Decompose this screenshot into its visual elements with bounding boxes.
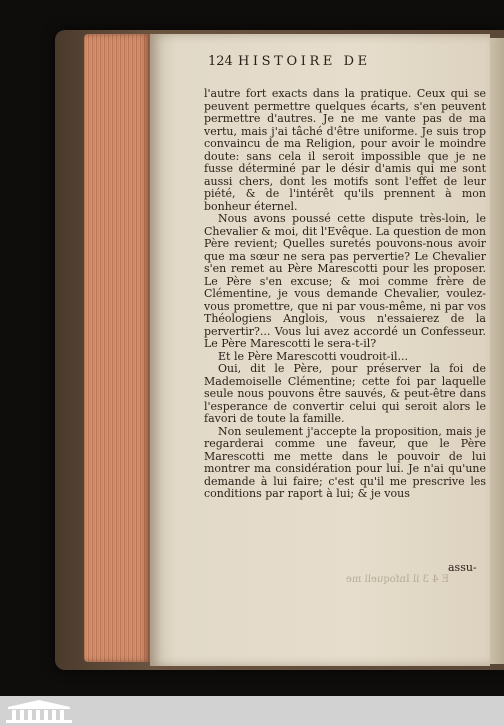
page-number: 124	[208, 54, 233, 69]
page-edges	[84, 34, 150, 662]
paragraph: Nous avons poussé cette dispute très-loin, le Chevalier & moi, dit l'Evêque. La question de mon Père revient; Quelles suretés pouvons-nous avoir que ma sœur ne sera pas pervertie? Le Chevalier s'en remet au Père Marescotti pour les proposer. Le Père s'en excuse; & moi comme frère de Clémentine, je vous demande Chevalier, voulez-vous promettre, que ni par vous-même, ni par vos Théologiens Anglois, vous n'essaierez de la pervertir?... Vous lui avez accordé un Confesseur. Le Père Marescotti le sera-t-il?	[204, 212, 486, 350]
paragraph: Non seulement j'accepte la proposition, mais je regarderai comme une faveur, que le Père Marescotti me mette dans le pouvoir de lui montrer ma considération pour lui. Je n'ai qu'une demande à lui faire; c'est qu'il me prescrive les conditions par raport à lui; & je vous	[204, 424, 486, 500]
book-page	[150, 34, 490, 666]
paragraph: l'autre fort exacts dans la pratique. Ceux qui se peuvent permettre quelques écarts, s'en peuvent permettre d'autres. Je ne me vante pas de ma vertu, mais j'ai tâché d'être uniforme. Je suis trop convaincu de ma Religion, pour avoir le moindre doute: sans cela il seroit impossible que je ne fusse déterminé par le désir d'amis qui me sont aussi chers, dont les motifs sont l'effet de leur piété, & de l'intérêt qu'ils prennent à mon bonheur éternel.	[204, 87, 486, 213]
library-building-icon	[4, 698, 74, 724]
paragraph: Et le Père Marescotti voudroit-il...	[218, 349, 409, 363]
facing-page-edge	[490, 38, 504, 664]
page-header	[208, 54, 486, 74]
paragraph: Oui, dit le Père, pour préserver la foi de Mademoiselle Clémentine; cette foi par laquelle seule nous pouvons être sauvés, & peut-être dans l'esperance de convertir celui qui seroit alors le favori de toute la famille.	[204, 362, 486, 425]
catchword: assu-	[448, 561, 477, 574]
running-title: HISTOIRE DE	[238, 54, 371, 69]
page-body	[204, 88, 486, 501]
show-through-text: E 4 3 il Infoquell me	[346, 574, 449, 585]
footer-bar	[0, 696, 504, 726]
